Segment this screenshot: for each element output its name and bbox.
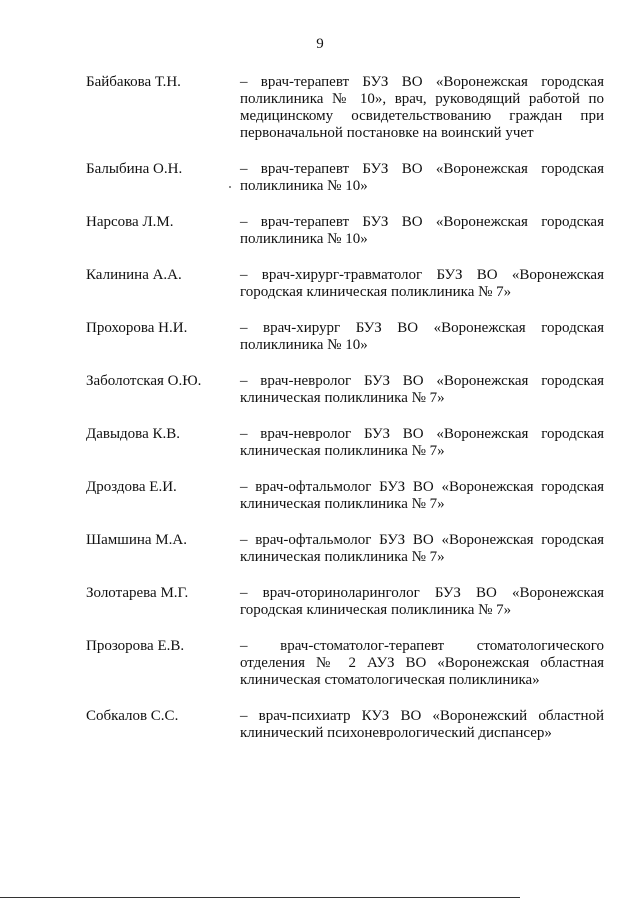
bottom-rule (0, 897, 520, 898)
member-name: Балыбина О.Н. (86, 161, 183, 177)
member-name: Шамшина М.А. (86, 532, 187, 548)
member-name: Нарсова Л.М. (86, 214, 174, 230)
member-position: – врач-стоматолог-терапевт стоматологического отделения № 2 АУЗ ВО «Воронежская областная клиническая стоматологическая поликлиника» (240, 638, 604, 688)
member-name: Прозорова Е.В. (86, 638, 185, 654)
member-position: – врач-терапевт БУЗ ВО «Воронежская городская поликлиника № 10», врач, руководящий работой по медицинскому освидетельствованию граждан при первоначальной постановке на воинский учет (240, 74, 604, 141)
list-item (0, 583, 640, 635)
member-name: Дроздова Е.И. (86, 479, 177, 495)
list-item (0, 477, 640, 529)
list-item (0, 159, 640, 211)
commission-member-list (0, 72, 640, 759)
member-position: – врач-терапевт БУЗ ВО «Воронежская городская поликлиника № 10» (240, 161, 604, 194)
list-item (0, 371, 640, 423)
page-number: 9 (316, 36, 324, 52)
list-item (0, 706, 640, 758)
member-position: – врач-терапевт БУЗ ВО «Воронежская городская поликлиника № 10» (240, 214, 604, 247)
member-name: Давыдова К.В. (86, 426, 180, 442)
member-name: Заболотская О.Ю. (86, 373, 202, 389)
member-position: – врач-хирург-травматолог БУЗ ВО «Воронежская городская клиническая поликлиника № 7» (240, 267, 604, 300)
list-item (0, 265, 640, 317)
list-item (0, 72, 640, 158)
member-name: Байбакова Т.Н. (86, 74, 181, 90)
list-item (0, 424, 640, 476)
member-name: Калинина А.А. (86, 267, 182, 283)
list-item (0, 318, 640, 370)
list-item (0, 530, 640, 582)
member-position: – врач-невролог БУЗ ВО «Воронежская городская клиническая поликлиника № 7» (240, 426, 604, 459)
member-name: Собкалов С.С. (86, 708, 179, 724)
member-position: – врач-хирург БУЗ ВО «Воронежская городская поликлиника № 10» (240, 320, 604, 353)
member-position: – врач-офтальмолог БУЗ ВО «Воронежская городская клиническая поликлиника № 7» (240, 532, 604, 565)
list-item (0, 636, 640, 705)
list-item (0, 212, 640, 264)
member-position: – врач-психиатр КУЗ ВО «Воронежский областной клинический психоневрологический диспансер» (240, 708, 604, 741)
member-position: – врач-невролог БУЗ ВО «Воронежская городская клиническая поликлиника № 7» (240, 373, 604, 406)
member-position: – врач-оториноларинголог БУЗ ВО «Воронежская городская клиническая поликлиника № 7» (240, 585, 604, 618)
member-position: – врач-офтальмолог БУЗ ВО «Воронежская городская клиническая поликлиника № 7» (240, 479, 604, 512)
member-name: Золотарева М.Г. (86, 585, 189, 601)
member-name: Прохорова Н.И. (86, 320, 188, 336)
